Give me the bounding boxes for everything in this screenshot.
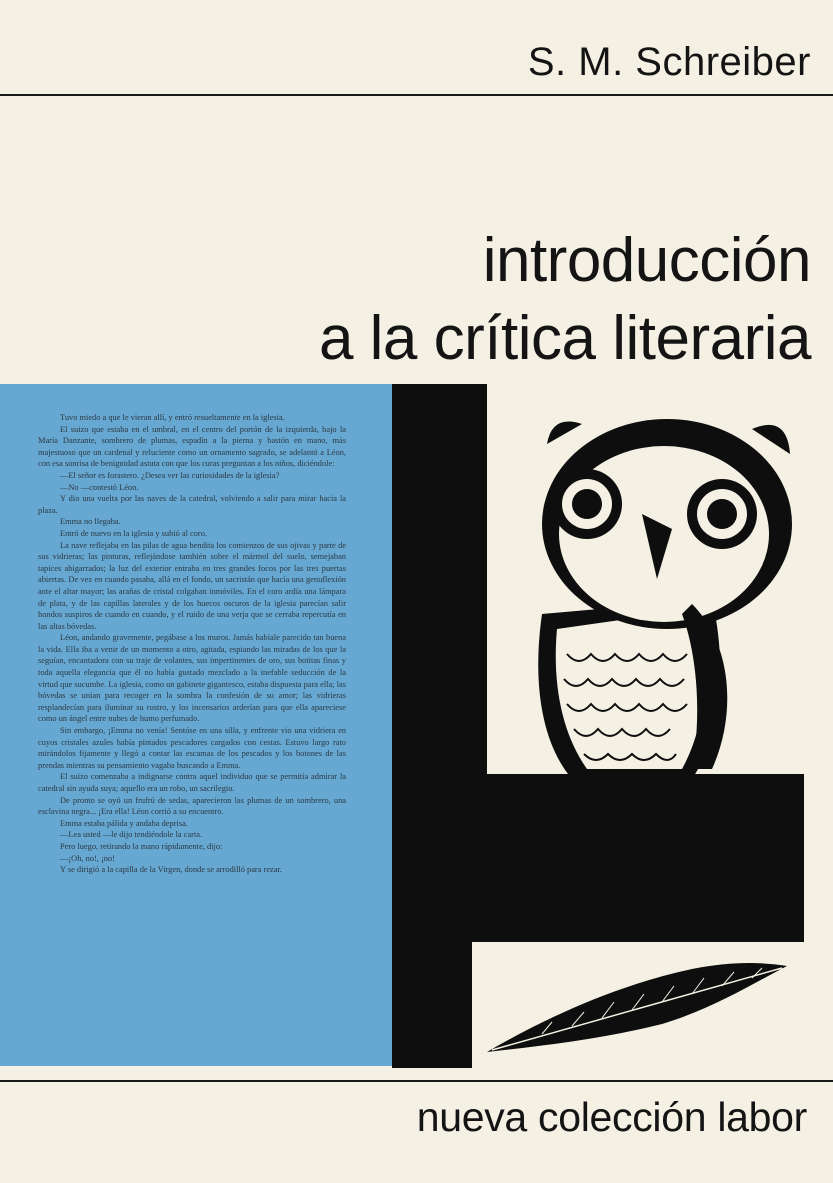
- excerpt-paragraph: El suizo que estaba en el umbral, en el centro del portón de la izquierda, bajo la María Danzante, sombrero de plumas, espadín a la pierna y bastón en mano, más majestuoso que un cardenal y reluciente como un ornamento sagrado, se adelantó a Léon, con esa sonrisa de benignidad astuta con que los curas preguntan a los niños, diciéndole:: [38, 424, 346, 469]
- excerpt-paragraph: Léon, andando gravemente, pegábase a los muros. Jamás habíale parecido tan buena la vida. Ella iba a venir de un momento a otro, agitada, espiando las miradas de los que la seguían, encantadora con su traje de volantes, sus impertinentes de oro, sus botitas finas y toda aquella elegancia que él no había gustado mezclado a la inefable seducción de la virtud que sucumbe. La iglesia, como un gabinete gigantesco, estaba dispuesta para ella; las bóvedas se unían para recoger en la sombra la confesión de su amor; las vidrieras resplandecían para iluminar su rostro, y los incensarios arderían para que ella apareciese como un ángel entre nubes de humo perfumado.: [38, 633, 346, 724]
- excerpt-paragraph: Tuvo miedo a que le vieran allí, y entró resueltamente en la iglesia.: [60, 413, 285, 422]
- bottom-rule: [0, 1080, 833, 1082]
- excerpt-paragraph: —Lea usted —le dijo tendiéndole la carta.: [60, 830, 203, 840]
- excerpt-paragraph: La nave reflejaba en las pilas de agua bendita los comienzos de sus ojivas y parte de sus vidrieras; las pinturas, reflejándose también sobre el mármol del suelo, semejaban tapices abigarrados; la luz del exterior entraba en tres grandes focos por las tres puertas abiertas. De vez en cuando pasaba, allá en el fondo, un sacristán que hacía una genuflexión ante el altar mayor; las arañas de cristal colgaban inmóviles. En el coro ardía una lámpara de plata, y de las capillas laterales y de los huecos oscuros de la iglesia parecían salir hondos suspiros de cuando en cuando, y el ruido de una verja que se cerraba repercutía en las altas bóvedas.: [38, 540, 346, 631]
- excerpt-paragraph: —¡Oh, no!, ¡no!: [60, 853, 115, 863]
- series-name: nueva colección labor: [416, 1094, 807, 1140]
- excerpt-paragraph: Y se dirigió a la capilla de la Virgen, donde se arrodilló para rezar.: [60, 865, 282, 875]
- excerpt-paragraph: El suizo comenzaba a indignarse contra aquel individuo que se permitía admirar la catedral sin ayuda suya; aquello era un robo, un sacrilegio.: [38, 772, 346, 793]
- excerpt-paragraph: Pero luego, retirando la mano rápidamente, dijo:: [60, 841, 223, 851]
- excerpt-text: [38, 412, 346, 876]
- excerpt-paragraph: —El señor es forastero. ¿Desea ver las curiosidades de la iglesia?: [60, 470, 280, 480]
- book-title: [319, 222, 811, 378]
- title-line-1: introducción: [482, 226, 811, 295]
- title-line-2: a la crítica literaria: [318, 304, 811, 373]
- excerpt-paragraph: Y dio una vuelta por las naves de la catedral, volviendo a salir para mirar hacia la plaza.: [38, 494, 346, 515]
- excerpt-paragraph: Emma no llegaba.: [60, 517, 121, 527]
- owl-icon: [538, 419, 792, 781]
- excerpt-paragraph: —No —contestó Léon.: [60, 482, 139, 492]
- excerpt-paragraph: Emma estaba pálida y andaba deprisa.: [60, 818, 188, 828]
- owl-illustration: [392, 384, 833, 1068]
- author-name: S. M. Schreiber: [527, 40, 811, 84]
- top-rule: [0, 94, 833, 96]
- excerpt-paragraph: Entró de nuevo en la iglesia y subió al coro.: [60, 528, 207, 538]
- excerpt-paragraph: De pronto se oyó un frufrú de sedas, aparecieron las plumas de un sombrero, una esclavina negra... ¡Era ella! Léon corrió a su encuentro.: [38, 795, 346, 817]
- excerpt-paragraph: Sin embargo, ¡Emma no venía! Sentóse en una silla, y enfrente vio una vidriera en cuyos cristales azules había pintados pescadores cargados con cestas. Estuvo largo rato mirándolos fijamente y llegó a contar las escamas de los pescados y los botones de las prendas mientras su pensamiento vagaba buscando a Emma.: [38, 726, 346, 770]
